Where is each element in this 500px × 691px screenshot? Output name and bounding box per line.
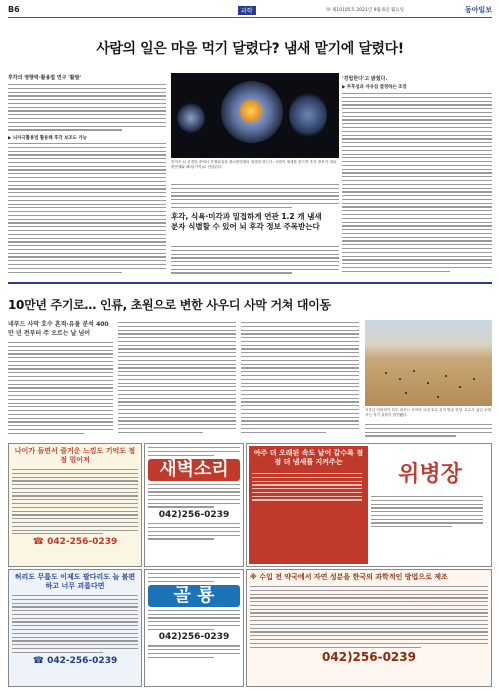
masthead <box>8 4 492 18</box>
article1-headline: 사람의 일은 마음 먹기 달렸다? 냄새 맡기에 달렸다! <box>96 41 404 57</box>
ad-pharmacy[interactable] <box>246 569 492 687</box>
article1-sidebar-sub: ▶ 무후섬과 자유섬 결정하는 조장 <box>342 85 407 90</box>
article2-headline: 10만년 주기로… 인류, 초원으로 변한 사우디 사막 거쳐 대이동 <box>8 298 331 312</box>
ad-memory-phone: ☎ 042-256-0239 <box>32 537 118 548</box>
brain-illustration <box>171 73 339 158</box>
ad-pharmacy-headline: ※ 수입 전 약국에서 자연 성분을 한국의 과학적인 방법으로 제조 <box>250 573 448 581</box>
page-number: B6 <box>8 5 20 14</box>
ad-memory-body <box>12 469 138 534</box>
article1-subhead: 후각의 영향력·활용법 연구 '활발' <box>8 75 81 81</box>
ad-wibyeongjang-body <box>252 473 362 501</box>
advertisement-section <box>8 443 492 687</box>
ad-golryong-body3 <box>148 645 240 658</box>
ad-saebyeoksori-body3 <box>148 523 240 539</box>
article1-subhead2: ▶ 뇌자극활용법 활용해 후각 보조도 가능 <box>8 136 87 141</box>
desert-photo <box>365 320 492 406</box>
ad-saebyeoksori-logo: 새벽소리 <box>148 459 240 481</box>
ad-wibyeongjang-right <box>371 446 489 564</box>
article1-body-col2 <box>171 184 339 210</box>
article1-mid-headline: 후각, 식욕·미각과 밀접하게 연관 1.2 개 냄새 분자 식별할 수 있어 뇌 후각 정보 주목받는다 <box>171 212 322 231</box>
ad-saebyeoksori-body2 <box>148 484 240 508</box>
ad-wibyeongjang-headline: 아주 더 오래된 속도 날이 갈수록 점점 더 냄새를 지켜주는 <box>253 449 364 466</box>
ad-pharmacy-body <box>250 586 488 648</box>
ad-joint-phone: ☎ 042-256-0239 <box>32 655 118 666</box>
article2-body-col1 <box>8 342 113 437</box>
section-divider <box>8 282 492 284</box>
ad-saebyeoksori[interactable] <box>144 443 244 567</box>
article1-body-col1 <box>8 84 166 133</box>
ad-golryong-body <box>148 573 240 582</box>
issue-date: ㉚ 제10105호 2021년 9월 6일 월요일 <box>326 8 404 13</box>
newspaper-name: 동아일보 <box>464 6 492 14</box>
ad-joint[interactable] <box>8 569 142 687</box>
section-label: 과학 <box>238 6 256 15</box>
ad-golryong-logo: 골 룡 <box>148 585 240 607</box>
brain-caption: 후각은 뇌 신경망 중에서 후생피질과 대뇌변연계의 영향을 받는다. 사람이 냄새를 맡으면 후각 정보가 대뇌변연계와 해마(기억)로 전달된다. <box>171 160 337 169</box>
ad-pharmacy-phone: 042)256-0239 <box>322 650 416 665</box>
article2-body-col4 <box>365 424 492 439</box>
article2-body-col3 <box>241 322 359 435</box>
ad-joint-headline: 허리도 무릎도 이제도 팔다리도 늘 불편하고 너무 괴롭다면 <box>14 573 136 590</box>
ad-wibyeongjang[interactable] <box>246 443 492 567</box>
article1-sidebar-title: '경험한다'고 밝혔다. <box>342 76 388 82</box>
article1-body-col1b <box>8 143 166 275</box>
ad-joint-body <box>12 595 138 653</box>
desert-caption: 사우디 아라비아 북부 네푸드 사막의 고대 호수 유적 발굴 현장. 호수가 있던 곳에서는 석기 유물이 발견됐다. <box>365 408 491 417</box>
ad-wibyeongjang-body2 <box>371 496 483 527</box>
ad-wibyeongjang-left <box>249 446 368 564</box>
ad-golryong-phone: 042)256-0239 <box>158 632 230 643</box>
ad-golryong[interactable] <box>144 569 244 687</box>
ad-memory-headline: 나이가 들면서 즐거운 느낌도 기억도 점점 멀어져 <box>14 447 136 464</box>
ad-golryong-body2 <box>148 610 240 630</box>
article2-body-col2 <box>118 322 236 435</box>
ad-saebyeoksori-body <box>148 447 240 456</box>
ad-wibyeongjang-logo: 위병장 <box>398 462 462 487</box>
article1-body-col2b <box>171 246 339 276</box>
article1-body-col3 <box>342 93 492 275</box>
ad-memory[interactable] <box>8 443 142 567</box>
article2-subhead: 네푸드 사막 호수 흔적·유물 분석 400만 년 전부터 주 오르는 날 넘어 <box>8 321 109 337</box>
ad-saebyeoksori-phone: 042)256-0239 <box>158 510 230 521</box>
